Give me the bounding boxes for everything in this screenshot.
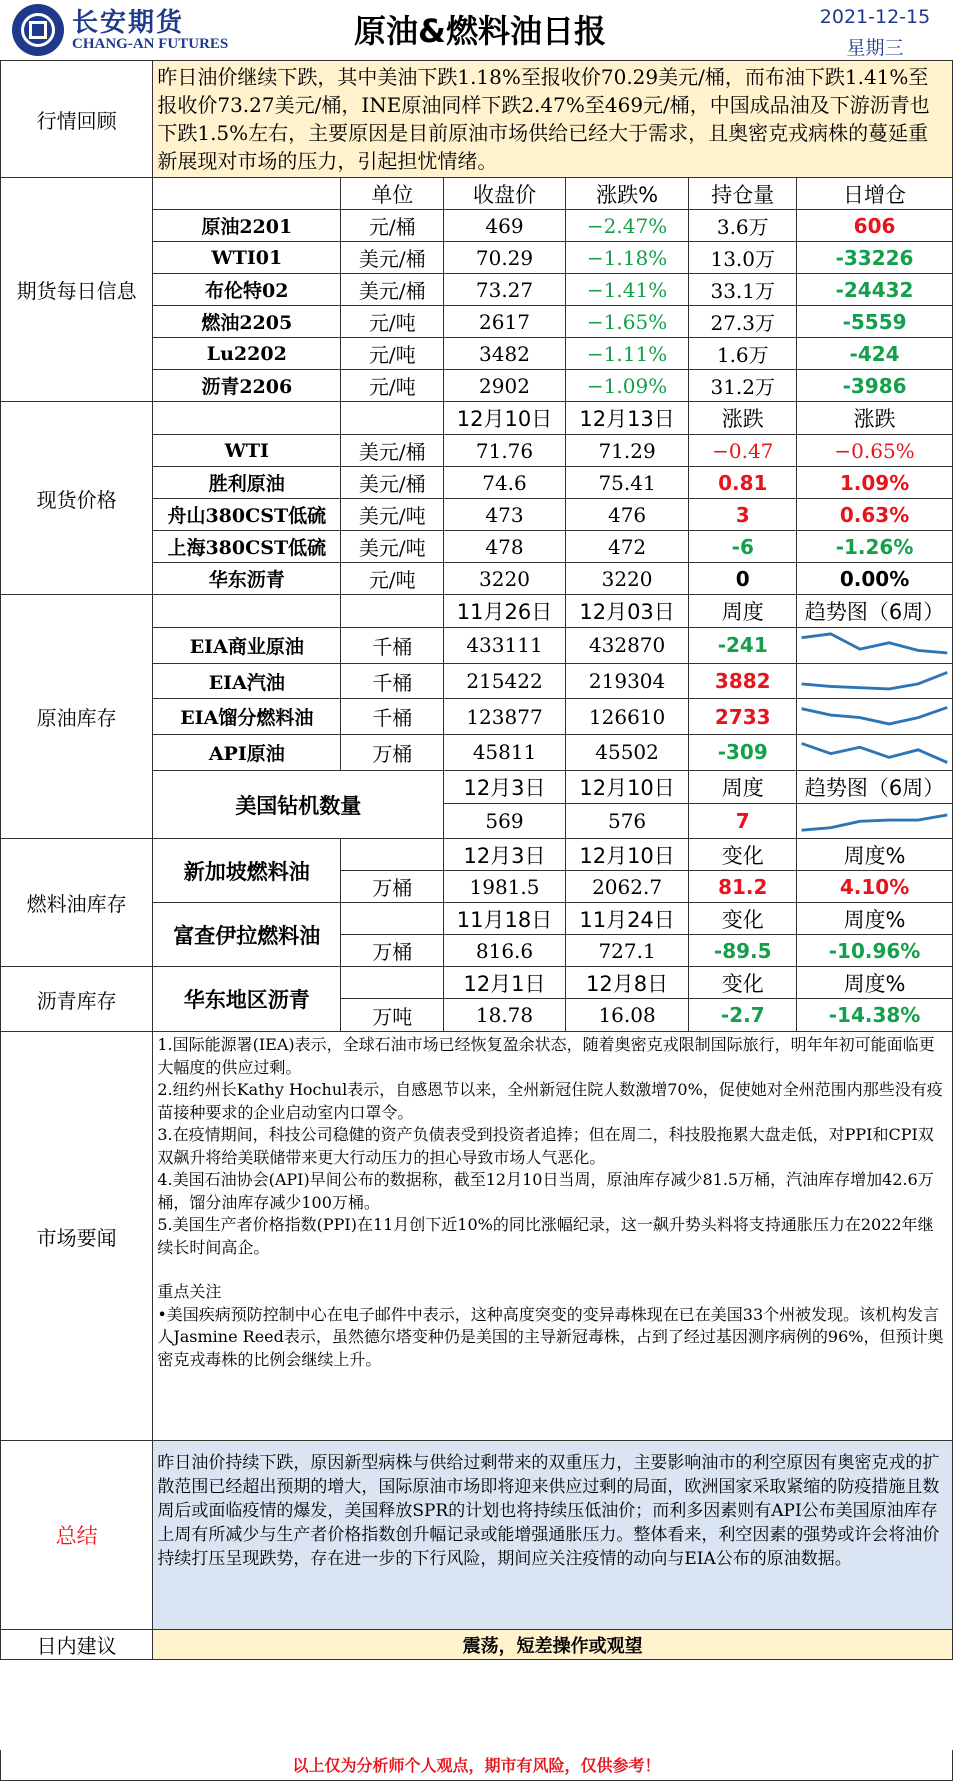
futures-unit: 美元/桶 <box>341 274 444 306</box>
futures-name: Lu2202 <box>153 338 341 370</box>
fuel-d2: 2062.7 <box>565 871 689 903</box>
spot-d2: 71.29 <box>565 435 689 467</box>
news-item: 3.在疫情期间，科技公司稳健的资产负债表受到投资者追捧；但在周二，科技股拖累大盘走低，对PPI和CPI双双飙升将给美联储带来更大行动压力的担心导致市场人气恶化。 <box>157 1125 934 1167</box>
futures-close: 2902 <box>444 370 565 402</box>
news-row <box>1 1032 953 1441</box>
company-name-en: CHANG-AN FUTURES <box>72 36 229 52</box>
inventory-d2: 45502 <box>565 735 689 771</box>
disclaimer: 以上仅为分析师个人观点，期市有风险，仅供参考！ <box>0 1750 953 1781</box>
asphalt-d2: 16.08 <box>565 999 689 1032</box>
fuel-header-pct: 周度% <box>797 839 953 871</box>
spot-header-row <box>1 402 953 435</box>
spot-header-d2: 12月13日 <box>565 402 689 435</box>
spot-unit: 美元/桶 <box>341 467 444 499</box>
asphalt-header-d2: 12月8日 <box>565 967 689 999</box>
inventory-name: EIA汽油 <box>153 663 341 699</box>
news-body <box>153 1032 953 1441</box>
news-label: 市场要闻 <box>1 1032 153 1441</box>
fuel-chg: -89.5 <box>689 935 797 967</box>
spot-name: 舟山380CST低硫 <box>153 499 341 531</box>
futures-header-row <box>1 178 953 210</box>
futures-daily: -5559 <box>797 306 953 338</box>
company-logo <box>12 4 64 56</box>
spot-d1: 3220 <box>444 563 565 595</box>
spot-chg: -6 <box>689 531 797 563</box>
spot-unit: 元/吨 <box>341 563 444 595</box>
inventory-trend-sparkline <box>797 628 953 664</box>
spot-pct: 0.63% <box>797 499 953 531</box>
report-table <box>0 60 953 1660</box>
report-header <box>0 0 953 60</box>
fuel-d1: 816.6 <box>444 935 565 967</box>
advice-label: 日内建议 <box>1 1630 153 1660</box>
spot-d2: 476 <box>565 499 689 531</box>
spot-header-blank <box>153 402 341 435</box>
fuel-d1: 1981.5 <box>444 871 565 903</box>
fuel-name: 富查伊拉燃料油 <box>153 903 341 967</box>
futures-unit: 元/吨 <box>341 370 444 402</box>
summary-row <box>1 1441 953 1630</box>
inventory-d2: 432870 <box>565 628 689 664</box>
inventory-wk: -309 <box>689 735 797 771</box>
sparkline-series <box>802 708 948 725</box>
spot-name: WTI <box>153 435 341 467</box>
futures-unit: 元/吨 <box>341 338 444 370</box>
rig-d1: 569 <box>444 803 565 839</box>
inventory-trend-sparkline <box>797 735 953 771</box>
futures-change: −1.65% <box>565 306 689 338</box>
futures-oi: 3.6万 <box>689 210 797 242</box>
fuel-name: 新加坡燃料油 <box>153 839 341 903</box>
inventory-header-blank <box>153 595 341 628</box>
report-weekday: 星期三 <box>846 37 904 59</box>
fuel-unit: 万桶 <box>341 935 444 967</box>
fuel-chg: 81.2 <box>689 871 797 903</box>
inventory-d1: 123877 <box>444 699 565 735</box>
fuel-pct: 4.10% <box>797 871 953 903</box>
futures-change: −1.11% <box>565 338 689 370</box>
futures-oi: 31.2万 <box>689 370 797 402</box>
spot-name: 上海380CST低硫 <box>153 531 341 563</box>
focus-text: •美国疾病预防控制中心在电子邮件中表示，这种高度突变的变异毒株现在已在美国33个州被发现。该机构发言人Jasmine Reed表示，虽然德尔塔变种仍是美国的主导新冠毒株，占到了经过基因测序病例的96%，但预计奥密克戎毒株的比例会继续上升。 <box>157 1304 944 1369</box>
futures-oi: 13.0万 <box>689 242 797 274</box>
asphalt-name: 华东地区沥青 <box>153 967 341 1032</box>
company-name-cn: 长安期货 <box>72 8 185 38</box>
futures-header-close: 收盘价 <box>444 178 565 210</box>
fuel-header-d2: 12月10日 <box>565 839 689 871</box>
spot-header-d1: 12月10日 <box>444 402 565 435</box>
report-date: 2021-12-15 <box>819 6 931 28</box>
inventory-header-blank <box>341 595 444 628</box>
rig-trend-sparkline <box>797 803 953 839</box>
futures-name: 布伦特02 <box>153 274 341 306</box>
futures-close: 3482 <box>444 338 565 370</box>
sparkline-series <box>802 634 948 653</box>
news-spacer <box>157 1259 948 1281</box>
spot-label: 现货价格 <box>1 402 153 595</box>
futures-header-change: 涨跌% <box>565 178 689 210</box>
focus-title: 重点关注 <box>157 1282 222 1302</box>
review-label: 行情回顾 <box>1 61 153 178</box>
inventory-unit: 万桶 <box>341 735 444 771</box>
inventory-unit: 千桶 <box>341 663 444 699</box>
futures-change: −1.18% <box>565 242 689 274</box>
fuel-header-d1: 12月3日 <box>444 839 565 871</box>
fuel-header-blank <box>341 903 444 935</box>
inventory-d2: 219304 <box>565 663 689 699</box>
spot-d1: 478 <box>444 531 565 563</box>
futures-oi: 1.6万 <box>689 338 797 370</box>
futures-unit: 元/吨 <box>341 306 444 338</box>
futures-daily: -424 <box>797 338 953 370</box>
inventory-wk: 2733 <box>689 699 797 735</box>
inventory-unit: 千桶 <box>341 628 444 664</box>
fuel-label: 燃料油库存 <box>1 839 153 967</box>
inventory-header-row <box>1 595 953 628</box>
futures-change: −2.47% <box>565 210 689 242</box>
sparkline-chart <box>797 628 952 663</box>
futures-change: −1.09% <box>565 370 689 402</box>
inventory-header-d1: 11月26日 <box>444 595 565 628</box>
news-item: 5.美国生产者价格指数(PPI)在11月创下近10%的同比涨幅纪录，这一飙升势头料将支持通胀压力在2022年继续长时间高企。 <box>157 1215 934 1257</box>
futures-daily: -33226 <box>797 242 953 274</box>
inventory-header-trend: 趋势图（6周） <box>797 595 953 628</box>
advice-text: 震荡，短差操作或观望 <box>153 1630 953 1660</box>
futures-close: 70.29 <box>444 242 565 274</box>
spot-name: 胜利原油 <box>153 467 341 499</box>
rig-header-wk: 周度 <box>689 770 797 803</box>
inventory-header-wk: 周度 <box>689 595 797 628</box>
spot-pct: -1.26% <box>797 531 953 563</box>
spot-chg: −0.47 <box>689 435 797 467</box>
futures-name: 燃油2205 <box>153 306 341 338</box>
summary-text: 昨日油价持续下跌，原因新型病株与供给过剩带来的双重压力，主要影响油市的利空原因有奥密克戎的扩散范围已经超出预期的增大，国际原油市场即将迎来供应过剩的局面，欧洲国家采取紧缩的防疫措施且数周后或面临疫情的爆发，美国释放SPR的计划也将持续压低油价；而利多因素则有API公布美国原油库存上周有所减少与生产者价格指数创升幅记录或能增强通胀压力。整体看来，利空因素的强势或许会将油价持续打压呈现跌势，存在进一步的下行风险，期间应关注疫情的动向与EIA公布的原油数据。 <box>153 1441 953 1630</box>
inventory-unit: 千桶 <box>341 699 444 735</box>
rig-header-d2: 12月10日 <box>565 770 689 803</box>
inventory-d1: 433111 <box>444 628 565 664</box>
sparkline-series <box>802 815 948 830</box>
futures-change: −1.41% <box>565 274 689 306</box>
fuel-unit: 万桶 <box>341 871 444 903</box>
futures-daily: -24432 <box>797 274 953 306</box>
advice-row <box>1 1630 953 1660</box>
spot-d2: 3220 <box>565 563 689 595</box>
rig-name: 美国钻机数量 <box>153 770 444 839</box>
futures-daily: -3986 <box>797 370 953 402</box>
spot-unit: 美元/吨 <box>341 531 444 563</box>
asphalt-d1: 18.78 <box>444 999 565 1032</box>
spot-pct: −0.65% <box>797 435 953 467</box>
inventory-label: 原油库存 <box>1 595 153 839</box>
inventory-d2: 126610 <box>565 699 689 735</box>
sparkline-chart <box>797 699 952 734</box>
fuel-d2: 727.1 <box>565 935 689 967</box>
fuel-header-row <box>1 839 953 871</box>
summary-label: 总结 <box>1 1441 153 1630</box>
fuel-header-d2: 11月24日 <box>565 903 689 935</box>
futures-daily: 606 <box>797 210 953 242</box>
spot-d1: 74.6 <box>444 467 565 499</box>
sparkline-chart <box>797 664 952 699</box>
spot-unit: 美元/吨 <box>341 499 444 531</box>
review-text: 昨日油价继续下跌，其中美油下跌1.18%至报收价70.29美元/桶，而布油下跌1.41%至报收价73.27美元/桶，INE原油同样下跌2.47%至469元/桶，中国成品油及下游沥青也下跌1.5%左右，主要原因是目前原油市场供给已经大于需求，且奥密克戎病株的蔓延重新展现对市场的压力，引起担忧情绪。 <box>153 61 953 178</box>
sparkline-series <box>802 743 948 762</box>
futures-header-unit: 单位 <box>341 178 444 210</box>
asphalt-label: 沥青库存 <box>1 967 153 1032</box>
fuel-header-pct: 周度% <box>797 903 953 935</box>
spot-chg: 0 <box>689 563 797 595</box>
futures-name: 沥青2206 <box>153 370 341 402</box>
spot-pct: 0.00% <box>797 563 953 595</box>
fuel-header-blank <box>341 839 444 871</box>
rig-header-trend: 趋势图（6周） <box>797 770 953 803</box>
asphalt-header-pct: 周度% <box>797 967 953 999</box>
asphalt-header-d1: 12月1日 <box>444 967 565 999</box>
rig-header-d1: 12月3日 <box>444 770 565 803</box>
futures-unit: 元/桶 <box>341 210 444 242</box>
asphalt-header-row <box>1 967 953 999</box>
inventory-wk: 3882 <box>689 663 797 699</box>
news-item: 4.美国石油协会(API)早间公布的数据称，截至12月10日当周，原油库存减少81.5万桶，汽油库存增加42.6万桶，馏分油库存减少100万桶。 <box>157 1170 934 1212</box>
spot-chg: 3 <box>689 499 797 531</box>
rig-d2: 576 <box>565 803 689 839</box>
rig-wk: 7 <box>689 803 797 839</box>
spot-d2: 472 <box>565 531 689 563</box>
asphalt-header-chg: 变化 <box>689 967 797 999</box>
futures-name: 原油2201 <box>153 210 341 242</box>
sparkline-chart <box>797 735 952 770</box>
spot-d2: 75.41 <box>565 467 689 499</box>
inventory-name: EIA商业原油 <box>153 628 341 664</box>
spot-header-blank <box>341 402 444 435</box>
fuel-header-d1: 11月18日 <box>444 903 565 935</box>
futures-header-daily: 日增仓 <box>797 178 953 210</box>
inventory-d1: 215422 <box>444 663 565 699</box>
fuel-header-chg: 变化 <box>689 839 797 871</box>
news-item: 2.纽约州长Kathy Hochul表示，自感恩节以来，全州新冠住院人数激增70%，促使她对全州范围内那些没有疫苗接种要求的企业启动室内口罩令。 <box>157 1080 943 1122</box>
inventory-trend-sparkline <box>797 663 953 699</box>
asphalt-pct: -14.38% <box>797 999 953 1032</box>
inventory-d1: 45811 <box>444 735 565 771</box>
futures-close: 469 <box>444 210 565 242</box>
futures-oi: 33.1万 <box>689 274 797 306</box>
spot-pct: 1.09% <box>797 467 953 499</box>
futures-name: WTI01 <box>153 242 341 274</box>
inventory-header-d2: 12月03日 <box>565 595 689 628</box>
spot-d1: 473 <box>444 499 565 531</box>
spot-name: 华东沥青 <box>153 563 341 595</box>
futures-unit: 美元/桶 <box>341 242 444 274</box>
inventory-name: API原油 <box>153 735 341 771</box>
spot-unit: 美元/桶 <box>341 435 444 467</box>
spot-d1: 71.76 <box>444 435 565 467</box>
inventory-wk: -241 <box>689 628 797 664</box>
asphalt-unit: 万吨 <box>341 999 444 1032</box>
futures-header-blank <box>153 178 341 210</box>
futures-close: 73.27 <box>444 274 565 306</box>
futures-label: 期货每日信息 <box>1 178 153 402</box>
inventory-name: EIA馏分燃料油 <box>153 699 341 735</box>
spot-header-pct: 涨跌 <box>797 402 953 435</box>
futures-close: 2617 <box>444 306 565 338</box>
futures-header-oi: 持仓量 <box>689 178 797 210</box>
sparkline-chart <box>797 804 952 839</box>
logo-square-icon <box>29 21 47 39</box>
futures-oi: 27.3万 <box>689 306 797 338</box>
asphalt-chg: -2.7 <box>689 999 797 1032</box>
spot-header-chg: 涨跌 <box>689 402 797 435</box>
news-item: 1.国际能源署(IEA)表示，全球石油市场已经恢复盈余状态，随着奥密克戎限制国际旅行，明年年初可能面临更大幅度的供应过剩。 <box>157 1035 935 1077</box>
sparkline-series <box>802 672 948 689</box>
spot-chg: 0.81 <box>689 467 797 499</box>
report-title: 原油&燃料油日报 <box>354 12 606 50</box>
fuel-header-chg: 变化 <box>689 903 797 935</box>
fuel-pct: -10.96% <box>797 935 953 967</box>
inventory-trend-sparkline <box>797 699 953 735</box>
asphalt-header-blank <box>341 967 444 999</box>
